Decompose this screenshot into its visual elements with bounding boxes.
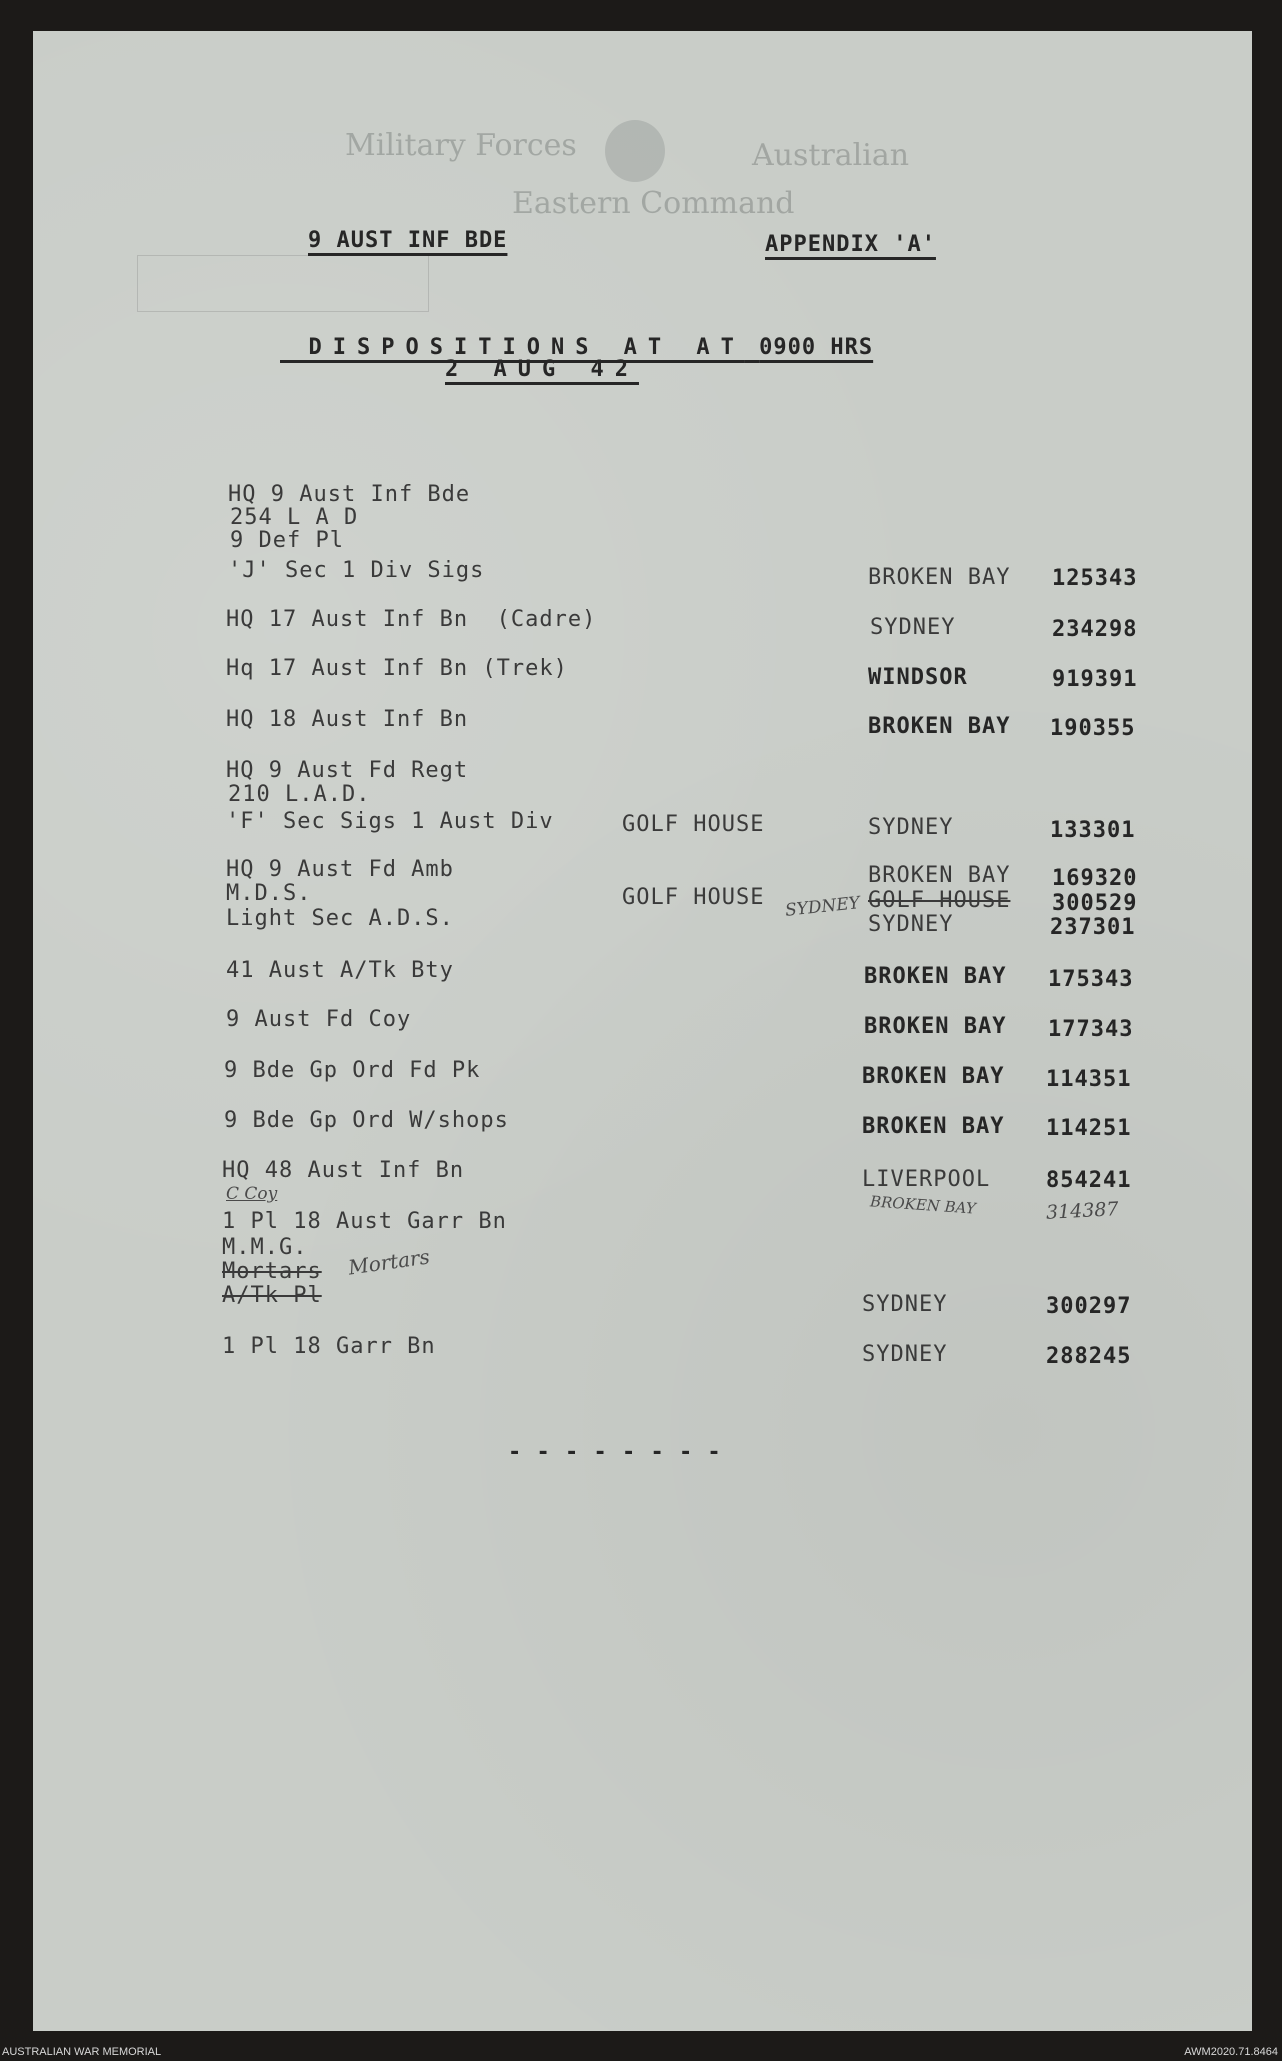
unit-line: 254 L A D: [230, 505, 359, 530]
unit-line: Hq 17 Aust Inf Bn (Trek): [226, 656, 568, 681]
title-time: 0900 HRS: [759, 335, 874, 360]
letterhead-line1a: Military Forces: [345, 128, 577, 163]
map-ref-cell: 300529: [1052, 891, 1138, 916]
place-cell: SYDNEY: [868, 815, 954, 840]
place-cell: LIVERPOOL: [862, 1167, 991, 1192]
unit-heading: 9 AUST INF BDE: [308, 228, 508, 253]
map-ref-cell: 300297: [1046, 1294, 1132, 1319]
unit-line: M.M.G.: [222, 1235, 308, 1260]
place-cell: SYDNEY: [862, 1292, 948, 1317]
crest-watermark: [605, 120, 665, 182]
place-cell: BROKEN BAY: [862, 1114, 1005, 1139]
map-ref-cell: 919391: [1052, 667, 1138, 692]
unit-line: M.D.S.: [226, 881, 312, 906]
map-ref-cell: 169320: [1052, 866, 1138, 891]
unit-line: 41 Aust A/Tk Bty: [226, 958, 454, 983]
archive-reference: AWM2020.71.8464: [1184, 2046, 1278, 2058]
letterhead-line1b: Australian: [752, 138, 910, 173]
handwritten-note: BROKEN BAY: [869, 1192, 977, 1218]
place-cell: SYDNEY: [870, 615, 956, 640]
unit-line: 9 Aust Fd Coy: [226, 1007, 412, 1032]
unit-line: 210 L.A.D.: [228, 782, 371, 807]
handwritten-note: Mortars: [346, 1244, 432, 1280]
end-mark: - - - - - - - -: [508, 1440, 722, 1465]
unit-line: Light Sec A.D.S.: [226, 906, 454, 931]
title-line: [280, 310, 873, 360]
unit-line: 1 Pl 18 Aust Garr Bn: [222, 1209, 507, 1234]
place-cell: SYDNEY: [862, 1342, 948, 1367]
map-ref-cell: 288245: [1046, 1344, 1132, 1369]
unit-line: HQ 9 Aust Inf Bde: [228, 482, 471, 507]
map-ref-cell: 190355: [1050, 716, 1136, 741]
place-cell-struck: GOLF HOUSE: [868, 888, 1011, 913]
archive-credit: AUSTRALIAN WAR MEMORIAL: [2, 2046, 162, 2058]
map-ref-cell: 175343: [1048, 967, 1134, 992]
handwritten-note: 314387: [1045, 1198, 1120, 1224]
location-cell: GOLF HOUSE: [622, 812, 765, 837]
date-heading: 2 AUG 42: [445, 357, 639, 382]
map-ref-cell: 133301: [1050, 818, 1136, 843]
unit-line-struck: Mortars: [222, 1259, 322, 1284]
unit-line: 'J' Sec 1 Div Sigs: [228, 558, 485, 583]
letterhead-line2: Eastern Command: [512, 186, 795, 221]
unit-line: HQ 18 Aust Inf Bn: [226, 707, 469, 732]
handwritten-note: SYDNEY: [784, 893, 861, 921]
unit-line: 1 Pl 18 Garr Bn: [222, 1334, 436, 1359]
unit-line-struck: A/Tk Pl: [222, 1283, 322, 1308]
map-ref-cell: 237301: [1050, 915, 1136, 940]
unit-line: 'F' Sec Sigs 1 Aust Div: [226, 809, 554, 834]
map-ref-cell: 125343: [1052, 566, 1138, 591]
map-ref-cell: 854241: [1046, 1168, 1132, 1193]
title-dispositions: DISPOSITIONS AT AT: [308, 335, 745, 360]
place-cell: BROKEN BAY: [868, 863, 1011, 888]
unit-line: HQ 17 Aust Inf Bn (Cadre): [226, 607, 597, 632]
place-cell: BROKEN BAY: [868, 565, 1011, 590]
appendix-heading: APPENDIX 'A': [765, 232, 936, 257]
map-ref-cell: 177343: [1048, 1017, 1134, 1042]
stamp-box: [137, 255, 429, 312]
handwritten-note: C Coy: [226, 1184, 278, 1204]
place-cell: BROKEN BAY: [864, 1014, 1007, 1039]
unit-line: 9 Bde Gp Ord W/shops: [224, 1108, 509, 1133]
location-cell: GOLF HOUSE: [622, 885, 765, 910]
unit-line: HQ 9 Aust Fd Regt: [226, 758, 469, 783]
map-ref-cell: 234298: [1052, 617, 1138, 642]
unit-line: HQ 9 Aust Fd Amb: [226, 857, 454, 882]
unit-line: 9 Def Pl: [230, 528, 344, 553]
map-ref-cell: 114251: [1046, 1116, 1132, 1141]
unit-line: 9 Bde Gp Ord Fd Pk: [224, 1058, 481, 1083]
place-cell: WINDSOR: [868, 665, 968, 690]
unit-line: HQ 48 Aust Inf Bn: [222, 1158, 465, 1183]
map-ref-cell: 114351: [1046, 1067, 1132, 1092]
place-cell: SYDNEY: [868, 912, 954, 937]
place-cell: BROKEN BAY: [864, 964, 1007, 989]
place-cell: BROKEN BAY: [862, 1064, 1005, 1089]
place-cell: BROKEN BAY: [868, 714, 1011, 739]
